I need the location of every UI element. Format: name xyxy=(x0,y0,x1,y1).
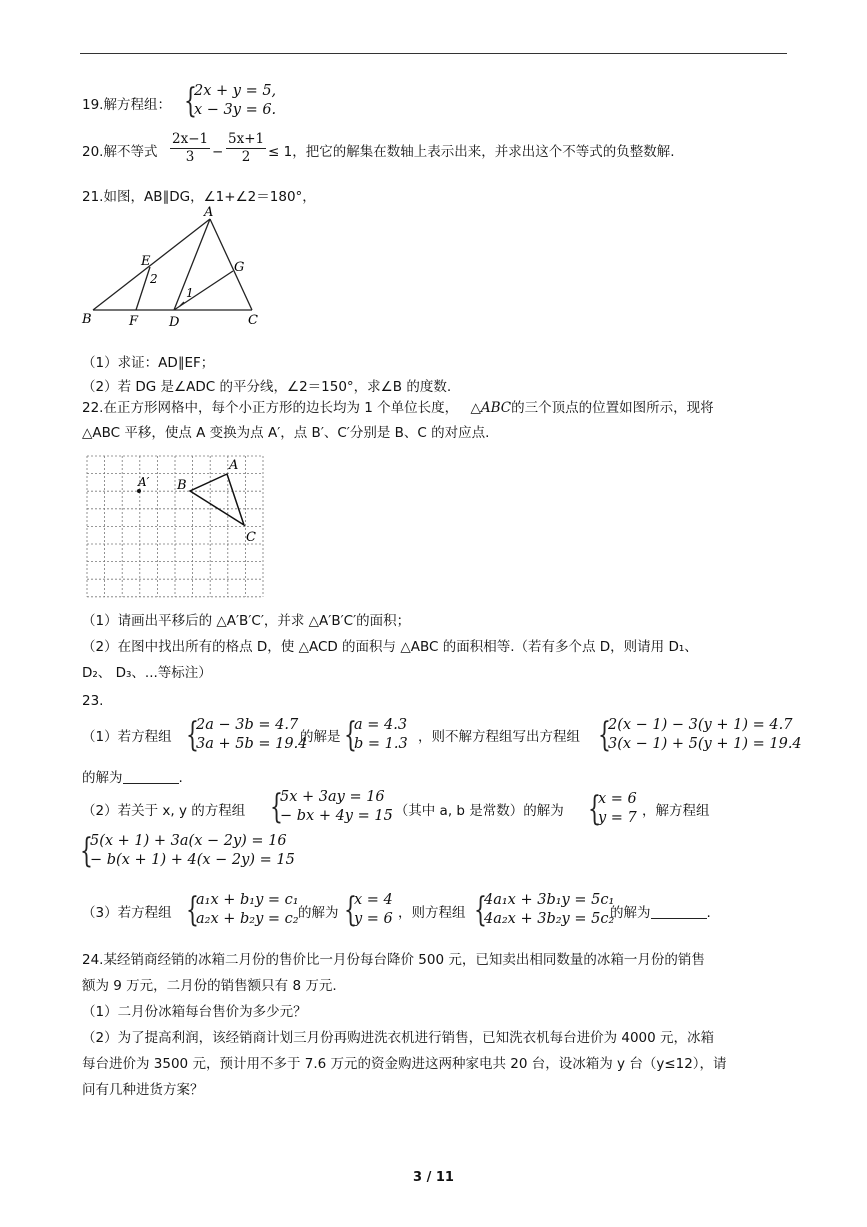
q21-label-b: B xyxy=(82,312,92,327)
q20-minus: − xyxy=(212,144,224,160)
q24-line2: 额为 9 万元，二月份的销售额只有 8 万元. xyxy=(82,978,337,994)
q20-prefix: 20.解不等式 xyxy=(82,144,158,160)
q23-p2-s2: y = 7 xyxy=(598,810,637,826)
q21-label-d: D xyxy=(169,315,180,330)
q23-p3-eq4: 4a₂x + 3b₂y = 5c₂ xyxy=(484,911,615,927)
q23-p3-answer xyxy=(610,903,711,923)
q23-p1-blank[interactable] xyxy=(123,769,179,784)
q23-p2-system-2: { 5(x + 1) + 3a(x − 2y) = 16 − b(x + 1) + 4(x − 2y) = 15 xyxy=(80,831,295,871)
q23-p1-eq2: 3a + 5b = 19.4 xyxy=(196,736,308,752)
q23-p2c: ，解方程组 xyxy=(642,803,710,819)
q21-label-2: 2 xyxy=(150,272,158,286)
q23-p2b: ，（其中 a, b 是常数）的解为 xyxy=(388,803,564,819)
q23-p1b: 的解是 xyxy=(300,729,341,745)
q23-p1d: 的解为 xyxy=(82,770,123,786)
q23-p1e: . xyxy=(178,770,183,786)
q23-p3-eq1: a₁x + b₁y = c₁ xyxy=(196,892,299,908)
q24-part-2c: 问有几种进货方案？ xyxy=(82,1082,204,1098)
q23-p3c: ，则方程组 xyxy=(398,905,466,921)
q22-line2: △ABC 平移，使点 A 变换为点 A′，点 B′、C′分别是 B、C 的对应点. xyxy=(82,425,490,441)
q24-part-2a: （2）为了提高利润，该经销商计划三月份再购进洗衣机进行销售，已知洗衣机每台进价为 4000 元，冰箱 xyxy=(82,1030,715,1046)
q22-label-a: A xyxy=(229,458,239,473)
q21-label-a: A xyxy=(204,205,214,220)
q23-p1-s2: b = 1.3 xyxy=(354,736,408,752)
q22-grid xyxy=(87,456,263,597)
q23-p3-eq2: a₂x + b₂y = c₂ xyxy=(196,911,299,927)
q23-p1a: （1）若方程组 xyxy=(82,729,172,745)
q22-triangle: △ABC xyxy=(470,400,512,416)
q23-p1c: ，则不解方程组写出方程组 xyxy=(418,729,580,745)
q23-p3-s1: x = 4 xyxy=(354,892,393,908)
q23-p3d: 的解为 xyxy=(610,905,651,921)
q22-part-2a: （2）在图中找出所有的格点 D，使 △ACD 的面积与 △ABC 的面积相等.（若有多个点 D，则请用 D₁、 xyxy=(82,639,698,655)
q21-label-e: E xyxy=(141,254,151,269)
q22-triangle-abc xyxy=(190,474,244,525)
q22-line1 xyxy=(82,398,714,418)
q19-eq2: x − 3y = 6. xyxy=(194,102,277,118)
q22-label-a-prime: A′ xyxy=(138,475,150,489)
q22-line1b: 的三个顶点的位置如图所示，现将 xyxy=(511,400,714,416)
q21-part-2: （2）若 DG 是∠ADC 的平分线，∠2＝150°，求∠B 的度数. xyxy=(82,379,452,395)
q23-p2-solution: { x = 6 y = 7 xyxy=(588,789,637,829)
q23-p3a: （3）若方程组 xyxy=(82,905,172,921)
q21-line-ef xyxy=(136,267,150,310)
q20-f1-den: 3 xyxy=(185,149,195,165)
q23-p3-solution: { x = 4 y = 6 xyxy=(344,890,393,930)
q23-p3b: 的解为 xyxy=(298,905,339,921)
q23-p3-system-2: { 4a₁x + 3b₁y = 5c₁ 4a₂x + 3b₂y = 5c₂ xyxy=(474,890,615,930)
q20-fraction-2 xyxy=(226,131,266,166)
q23-p3-blank[interactable] xyxy=(651,904,707,919)
q22-line1a: 22.在正方形网格中，每个小正方形的边长均为 1 个单位长度， xyxy=(82,400,459,416)
q20-f1-num: 2x−1 xyxy=(172,131,209,147)
q23-p1-solution: { a = 4.3 b = 1.3 xyxy=(344,715,408,755)
q24-part-1: （1）二月份冰箱每台售价为多少元？ xyxy=(82,1004,307,1020)
q23-p1-system-1: { 2a − 3b = 4.7 3a + 5b = 19.4 xyxy=(186,715,308,755)
q23-p3-s2: y = 6 xyxy=(354,911,393,927)
q24-part-2b: 每台进价为 3500 元，预计用不多于 7.6 万元的资金购进这两种家电共 20 台，设冰箱为 y 台（y≤12），请 xyxy=(82,1056,727,1072)
header-rule xyxy=(80,53,787,54)
q23-p2-s1: x = 6 xyxy=(598,791,637,807)
q23-p3e: . xyxy=(706,905,711,921)
q22-label-c: C xyxy=(246,530,256,545)
q23-p1-eq1: 2a − 3b = 4.7 xyxy=(196,717,299,733)
q23-p1-answer xyxy=(82,768,183,788)
q23-p3-system-1: { a₁x + b₁y = c₁ a₂x + b₂y = c₂ xyxy=(186,890,299,930)
q23-p2-system-1: { 5x + 3ay = 16 − bx + 4y = 15 xyxy=(270,787,393,827)
q21-label-1: 1 xyxy=(186,286,194,300)
q21-line-ac xyxy=(210,219,252,310)
q23-p1-system-2: { 2(x − 1) − 3(y + 1) = 4.7 3(x − 1) + 5(y + 1) = 19.4 xyxy=(598,715,802,755)
q21-label-f: F xyxy=(129,314,139,329)
q21-part-1: （1）求证：AD∥EF； xyxy=(82,355,215,371)
page-number: 3 / 11 xyxy=(413,1170,454,1185)
q23-title: 23. xyxy=(82,693,104,709)
q23-p2a: （2）若关于 x, y 的方程组 xyxy=(82,803,246,819)
q19-system: { 2x + y = 5, x − 3y = 6. xyxy=(184,81,277,121)
q22-grid-figure xyxy=(86,455,266,599)
q23-p1-eq4: 3(x − 1) + 5(y + 1) = 19.4 xyxy=(608,736,802,752)
q21-label-g: G xyxy=(234,260,245,275)
q23-p2-eq1: 5x + 3ay = 16 xyxy=(280,789,385,805)
q20-suffix: ≤ 1，把它的解集在数轴上表示出来，并求出这个不等式的负整数解. xyxy=(268,144,675,160)
q21-line-dg xyxy=(174,271,233,310)
q21-label-c: C xyxy=(248,313,258,328)
q23-p2-eq3: 5(x + 1) + 3a(x − 2y) = 16 xyxy=(90,833,287,849)
q19-eq1: 2x + y = 5, xyxy=(194,83,277,99)
q20-f2-num: 5x+1 xyxy=(228,131,265,147)
q22-point-a-prime xyxy=(137,489,141,493)
q23-p3-eq3: 4a₁x + 3b₁y = 5c₁ xyxy=(484,892,615,908)
q21-stem: 21.如图，AB∥DG，∠1+∠2＝180°， xyxy=(82,189,316,205)
q23-p2-eq4: − b(x + 1) + 4(x − 2y) = 15 xyxy=(90,852,295,868)
q24-line1: 24.某经销商经销的冰箱二月份的售价比一月份每台降价 500 元，已知卖出相同数量的冰箱一月份的销售 xyxy=(82,952,705,968)
q22-label-b: B xyxy=(177,478,187,493)
q22-part-2b: D₂、 D₃、...等标注） xyxy=(82,665,212,681)
q22-part-1: （1）请画出平移后的 △A′B′C′，并求 △A′B′C′的面积； xyxy=(82,613,411,629)
q20-f2-den: 2 xyxy=(241,149,251,165)
q19-label: 19.解方程组： xyxy=(82,97,171,113)
q23-p1-s1: a = 4.3 xyxy=(354,717,408,733)
q21-figure xyxy=(80,203,280,333)
q23-p2-eq2: − bx + 4y = 15 xyxy=(280,808,393,824)
q20-fraction-1 xyxy=(170,131,210,166)
q23-p1-eq3: 2(x − 1) − 3(y + 1) = 4.7 xyxy=(608,717,793,733)
